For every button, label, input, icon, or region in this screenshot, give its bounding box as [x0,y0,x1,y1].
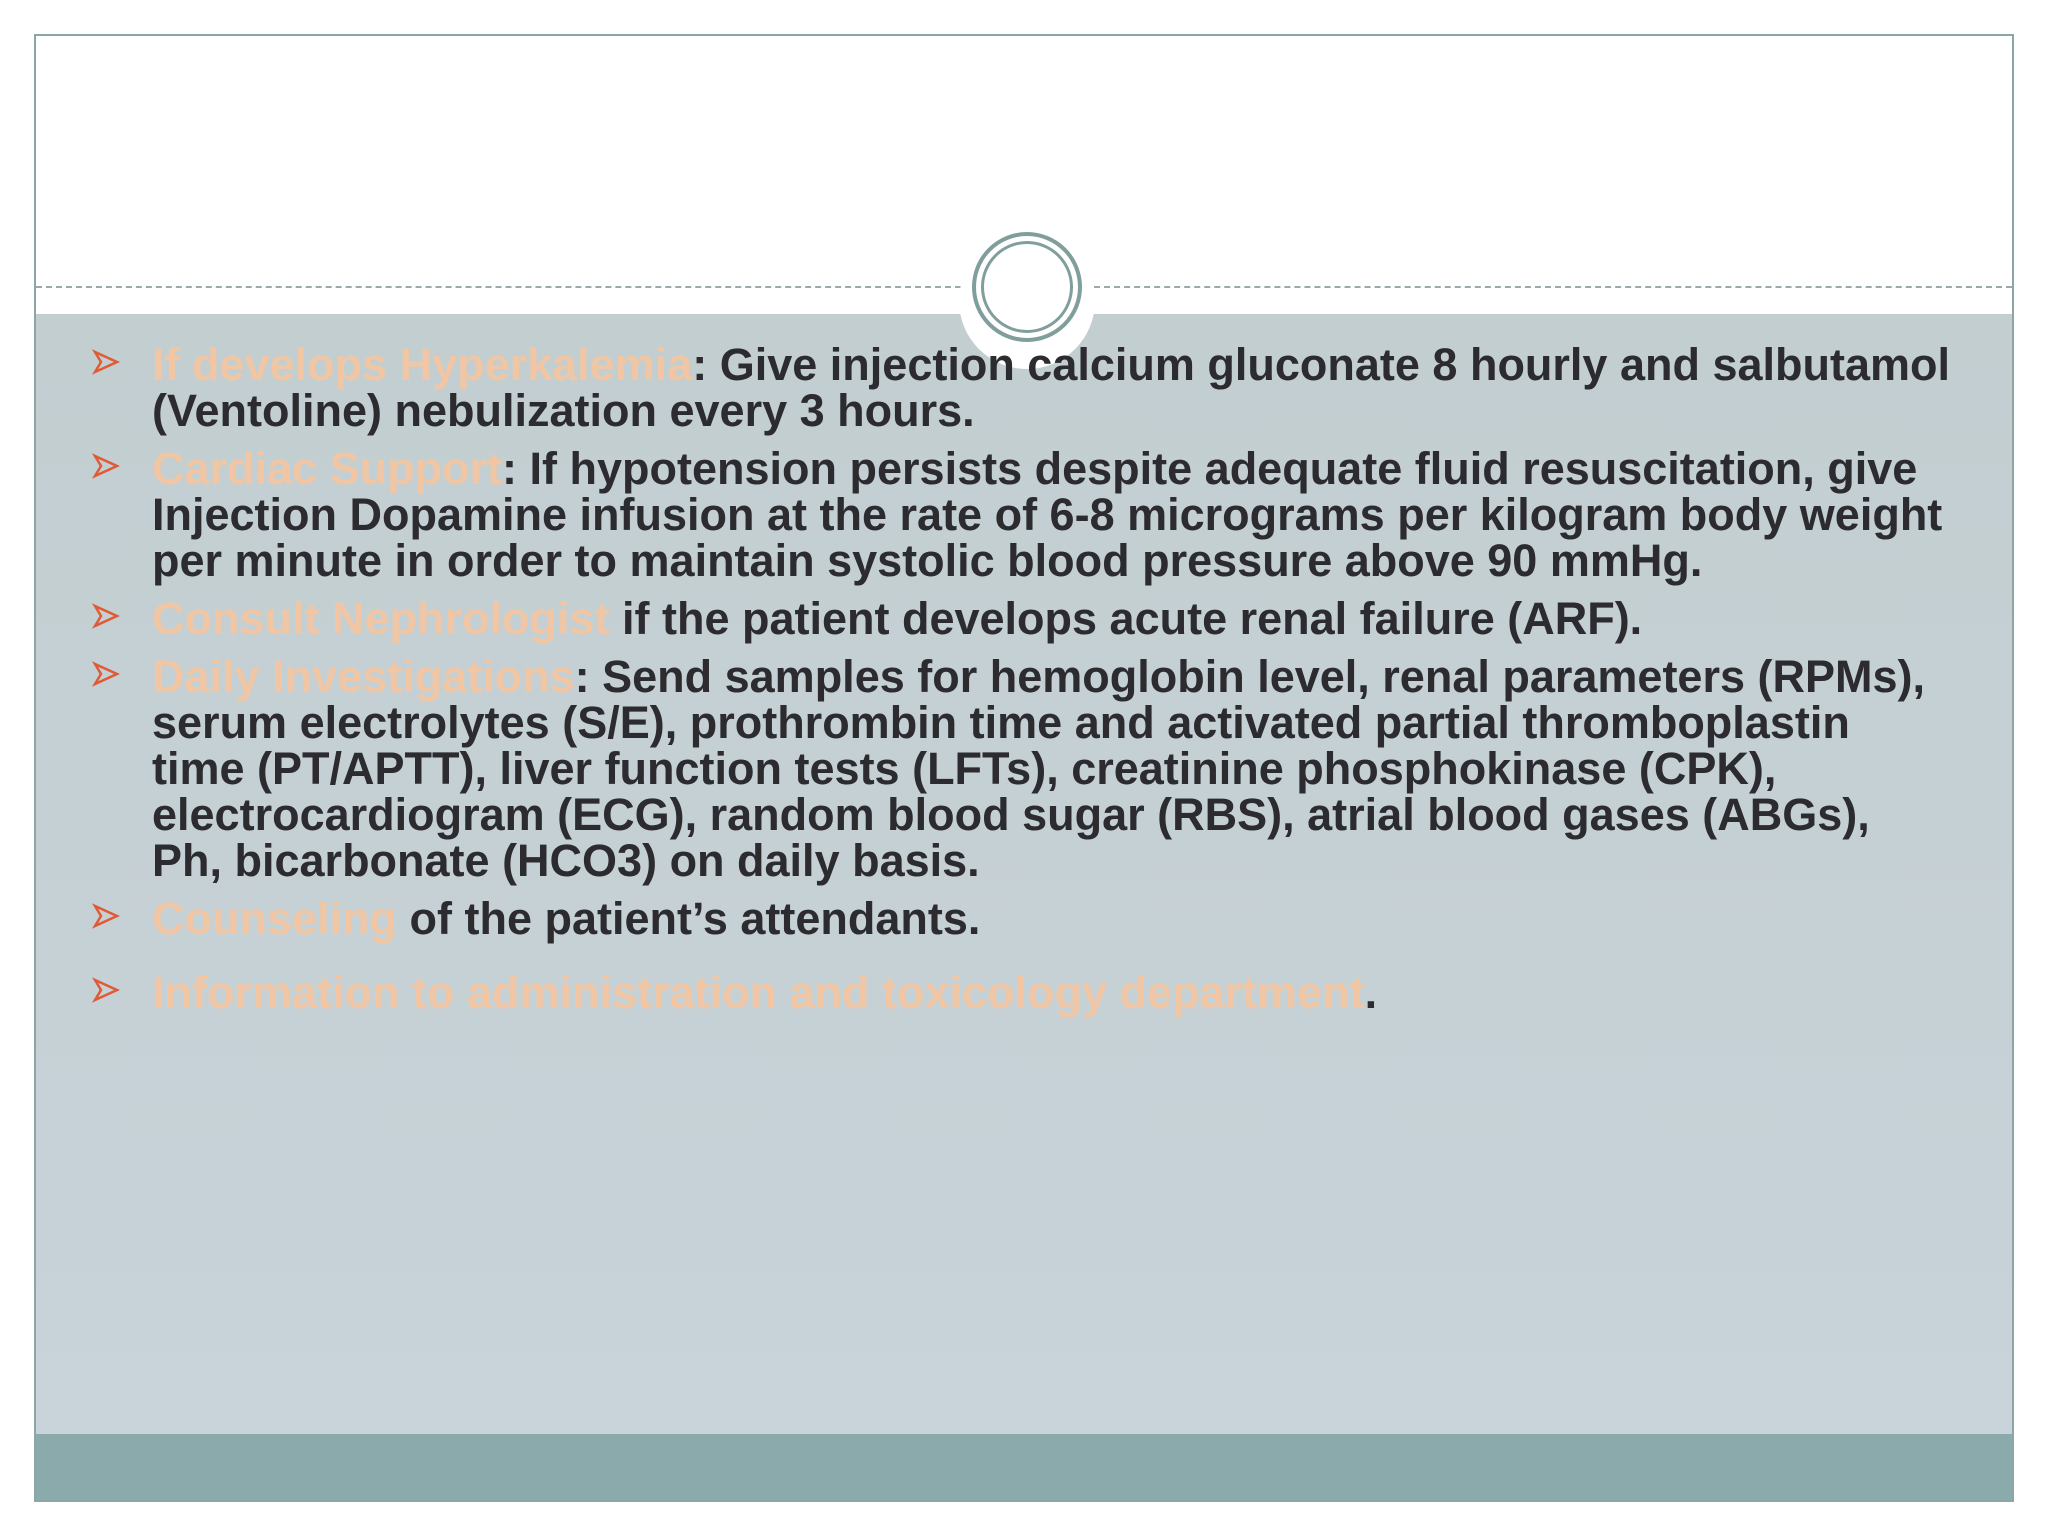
arrow-bullet-icon [92,602,120,630]
arrow-bullet-icon [92,976,120,1004]
bullet-highlight: Counseling [152,893,397,944]
header-divider-right [1094,286,2012,288]
list-item [36,893,2012,944]
bullet-highlight: Daily Investigations [152,651,575,702]
list-item [36,651,2012,886]
arrow-bullet-icon [92,902,120,930]
bullet-highlight: If develops Hyperkalemia [152,339,693,390]
header-divider-left [36,286,961,288]
arrow-bullet-icon [92,348,120,376]
bullet-text: : Give injection calcium gluconate 8 hourly and salbutamol (Ventoline) nebulization every 3 hours. [152,339,1951,436]
divider-inner-circle-icon [981,241,1073,333]
arrow-bullet-icon [92,660,120,688]
bullet-text: of the patient’s attendants. [397,893,981,944]
arrow-bullet-icon [92,452,120,480]
list-item [36,443,2012,586]
list-item [36,339,2012,436]
bullet-text: : If hypotension persists despite adequate fluid resuscitation, give Injection Dopamine infusion at the rate of 6-8 micrograms per kilogram body weight per minute in order to maintain systolic blood pressure above 90 mmHg. [152,443,1943,586]
slide [34,34,2014,1502]
bullet-list [36,339,2012,1028]
bullet-text: : Send samples for hemoglobin level, renal parameters (RPMs), serum electrolytes (S/E), prothrombin time and activated partial thromboplastin time (PT/APTT), liver function tests (LFTs), creatinine phosphokinase (CPK), electrocardiogram (ECG), random blood sugar (RBS), atrial blood gases (ABGs), Ph, bicarbonate (HCO3) on daily basis. [152,651,1925,886]
footer-band [36,1434,2012,1502]
bullet-highlight: Cardiac Support [152,443,503,494]
bullet-text: . [1364,967,1378,1018]
list-item [36,967,2012,1018]
bullet-highlight: Consult Nephrologist [152,593,610,644]
list-item [36,593,2012,644]
bullet-text: if the patient develops acute renal failure (ARF). [609,593,1643,644]
bullet-highlight: Information to administration and toxicology department [152,967,1365,1018]
